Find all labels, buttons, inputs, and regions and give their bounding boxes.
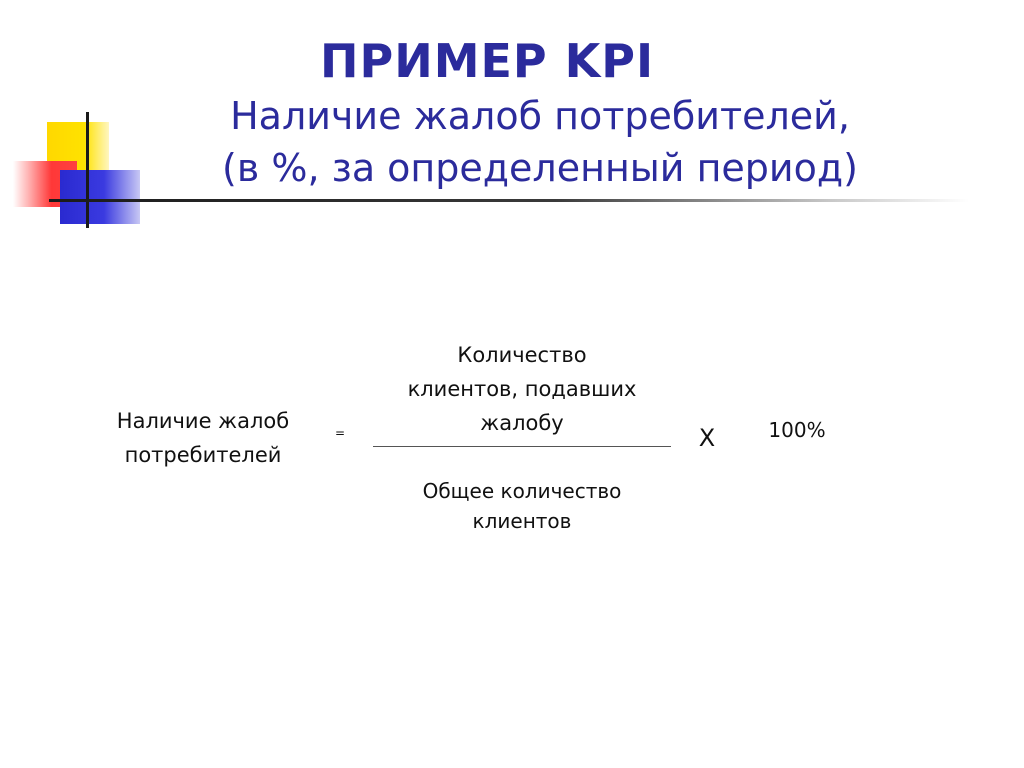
- numerator-line-1: Количество: [457, 343, 587, 367]
- subtitle-line-2: (в %, за определенный период): [222, 146, 858, 190]
- formula-numerator: [372, 338, 672, 440]
- denominator-line-1: Общее количество: [422, 479, 622, 503]
- denominator-line-2: клиентов: [472, 509, 572, 533]
- formula-denominator: [392, 476, 652, 536]
- equals-sign: =: [334, 426, 346, 440]
- slide-subtitle: [180, 90, 900, 194]
- fraction-bar: [373, 446, 671, 447]
- decor-blue-square: [60, 170, 140, 224]
- percent-value: 100%: [768, 418, 826, 442]
- numerator-line-2: клиентов, подавших: [407, 377, 637, 401]
- formula-lhs-line-2: потребителей: [124, 443, 282, 467]
- subtitle-line-1: Наличие жалоб потребителей,: [230, 94, 850, 138]
- formula-lhs: [88, 404, 318, 472]
- numerator-line-3: жалобу: [480, 411, 564, 435]
- decor-vertical-line: [86, 112, 89, 228]
- title-underline: [49, 199, 969, 202]
- multiply-sign: Х: [698, 424, 716, 452]
- slide-title: ПРИМЕР KPI: [320, 34, 655, 88]
- formula-lhs-line-1: Наличие жалоб: [116, 409, 290, 433]
